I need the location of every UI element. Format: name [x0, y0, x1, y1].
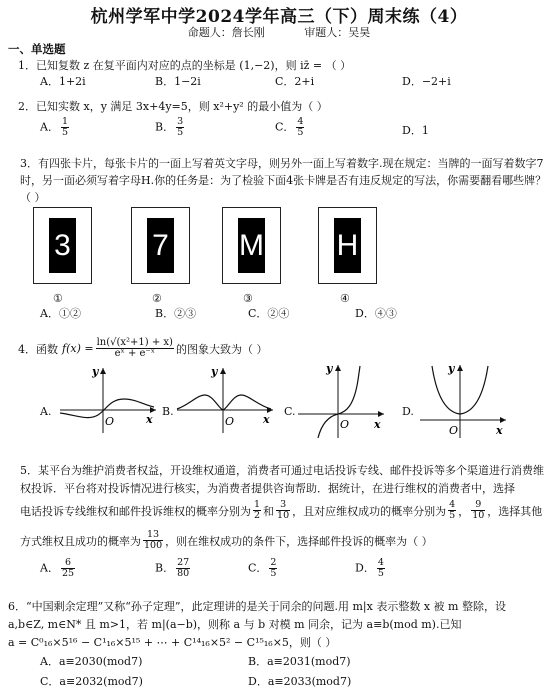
- q4-option-a-label[interactable]: A.: [40, 405, 52, 418]
- q5-line3: 方式维权且成功的概率为 $\frac{13}{100}$ ，则在维权成功的条件下，选择邮件投诉的概率为（ ）: [20, 529, 433, 551]
- graph-d-y-label: y: [448, 362, 455, 375]
- q5-frac-1: $\frac{1}{2}$: [254, 499, 261, 521]
- q4-func: f(x) =: [62, 342, 94, 355]
- q4-graph-a[interactable]: [58, 365, 158, 435]
- q6-line2: a,b∈Z, m∈N* 且 m>1，若 m|(a−b)，则称 a 与 b 对模 m 同余，记为 a≡b(mod m).已知: [8, 618, 462, 631]
- author-line: [0, 24, 558, 40]
- q5-frac-5: $\frac{13}{100}$: [144, 529, 163, 551]
- q4-stem: [18, 338, 267, 359]
- q5-frac-2: $\frac{3}{10}$: [277, 499, 290, 521]
- card-2[interactable]: [131, 207, 190, 284]
- q6-option-b[interactable]: B．a≡2031(mod7): [248, 655, 351, 668]
- q4-formula: $\frac{\text{ln(√(x²+1) + x)}}{\text{eˣ + e⁻ˣ}}$: [96, 337, 173, 359]
- q5-frac-3: $\frac{4}{5}$: [449, 499, 456, 521]
- q4-graph-c[interactable]: [296, 362, 386, 440]
- graph-b-y-label: y: [211, 365, 218, 378]
- card-4-number: ④: [340, 292, 350, 305]
- reviewer: 审题人：吴昊: [304, 26, 371, 39]
- q5-option-d[interactable]: D． $\frac{4}{5}$: [355, 557, 384, 579]
- q5-option-c[interactable]: C． $\frac{2}{5}$: [248, 557, 277, 579]
- q4-prefix: 4．函数: [18, 342, 58, 356]
- q3-option-a[interactable]: A．①②: [40, 307, 81, 320]
- card-1-face: 3: [49, 218, 76, 273]
- q1-option-d[interactable]: D．−2+i: [402, 75, 451, 88]
- card-2-face: 7: [147, 218, 174, 273]
- q6-line3: a = C⁰₁₆×5¹⁶ − C¹₁₆×5¹⁵ + ⋯ + C¹⁴₁₆×5² − C¹⁵₁₆×5，则（ ）: [8, 636, 337, 649]
- graph-c-origin: O: [340, 418, 350, 431]
- q2-option-c-label: C．: [275, 120, 295, 134]
- q3-option-b[interactable]: B．②③: [155, 307, 197, 320]
- q2-option-a-label: A．: [40, 120, 59, 134]
- q4-option-b-label[interactable]: B.: [162, 405, 174, 418]
- card-4[interactable]: [318, 207, 377, 284]
- q2-option-d[interactable]: D．1: [402, 124, 429, 137]
- graph-b-x-label: x: [263, 413, 270, 426]
- q4-option-c-label[interactable]: C.: [284, 405, 296, 418]
- q3-text: 3．有四张卡片，每张卡片的一面上写着英文字母，则另外一面上写着数字.现在规定：当牌的一面写着数字7时，另一面必须写着字母H.你的任务是：为了检验下面4张卡牌是否有违反规定的写法，你需要翻看哪些牌？（ ）: [20, 157, 547, 204]
- graph-a-y-label: y: [92, 365, 99, 378]
- q2-option-c[interactable]: [275, 117, 306, 138]
- card-1-number: ①: [53, 292, 63, 305]
- card-3-face: M: [238, 218, 265, 273]
- q5-option-b[interactable]: B． $\frac{27}{80}$: [155, 557, 190, 579]
- q1-option-a[interactable]: A．1+2i: [40, 75, 86, 88]
- q1-stem: 1．已知复数 z 在复平面内对应的点的坐标是 (1,−2)，则 iz̄ = （ ）: [18, 59, 352, 72]
- q2-option-c-frac: $\frac{4}{5}$: [297, 116, 304, 138]
- author: 命题人：詹长刚: [187, 26, 265, 39]
- graph-c-y-label: y: [326, 362, 333, 375]
- graph-a-x-label: x: [146, 413, 153, 426]
- card-3[interactable]: [222, 207, 281, 284]
- q6-option-c[interactable]: C．a≡2032(mod7): [40, 675, 143, 688]
- q4-graph-b[interactable]: [175, 365, 275, 435]
- graph-c-x-label: x: [374, 418, 381, 431]
- graph-a-origin: O: [105, 415, 115, 428]
- q2-stem: 2．已知实数 x，y 满足 3x+4y=5，则 x²+y² 的最小值为（ ）: [18, 100, 328, 113]
- q2-option-b[interactable]: [155, 117, 186, 138]
- q3-option-c[interactable]: C．②④: [248, 307, 290, 320]
- q5-line1: 5．某平台为维护消费者权益，开设维权通道，消费者可通过电话投诉专线、邮件投诉等多个渠道进行消费维权投诉．平台将对投诉情况进行核实，为消费者提供咨询帮助．据统计，在进行维权的消费者中，选择: [20, 464, 544, 495]
- q1-option-c[interactable]: C．2+i: [275, 75, 315, 88]
- q4-suffix: 的图象大致为（ ）: [175, 342, 268, 356]
- q6-option-d[interactable]: D．a≡2033(mod7): [248, 675, 352, 688]
- card-1[interactable]: [33, 207, 92, 284]
- card-2-number: ②: [152, 292, 162, 305]
- graph-d-x-label: x: [496, 424, 503, 437]
- graph-b-origin: O: [225, 415, 235, 428]
- q3-option-d[interactable]: D．④③: [355, 307, 397, 320]
- q5-line2: 电话投诉专线维权和邮件投诉维权的概率分别为 $\frac{1}{2}$ 和 $\frac{3}{10}$ ，且对应维权成功的概率分别为 $\frac{4}{5}$ ， $\frac{9}{10}$ ，选择其他: [20, 499, 543, 521]
- q5-option-a[interactable]: A． $\frac{6}{25}$: [40, 557, 75, 579]
- q2-option-a-frac: $\frac{1}{5}$: [61, 116, 68, 138]
- q6-option-a[interactable]: A．a≡2030(mod7): [40, 655, 143, 668]
- q4-graph-d[interactable]: [418, 362, 508, 440]
- card-4-face: H: [334, 218, 361, 273]
- q2-option-b-label: B．: [155, 120, 175, 134]
- card-3-number: ③: [243, 292, 253, 305]
- q6-line1: 6．“中国剩余定理”又称“孙子定理”，此定理讲的是关于同余的问题.用 m|x 表示整数 x 被 m 整除，设: [8, 600, 506, 613]
- q1-option-b[interactable]: B．1−2i: [155, 75, 201, 88]
- graph-d-origin: O: [449, 424, 459, 437]
- q5-frac-4: $\frac{9}{10}$: [472, 499, 485, 521]
- q4-option-d-label[interactable]: D.: [402, 405, 414, 418]
- q2-option-b-frac: $\frac{3}{5}$: [177, 116, 184, 138]
- page-title: 杭州学军中学2024学年高三（下）周末练（4）: [90, 7, 468, 27]
- section-heading: 一、单选题: [8, 42, 66, 56]
- q2-option-a[interactable]: [40, 117, 71, 138]
